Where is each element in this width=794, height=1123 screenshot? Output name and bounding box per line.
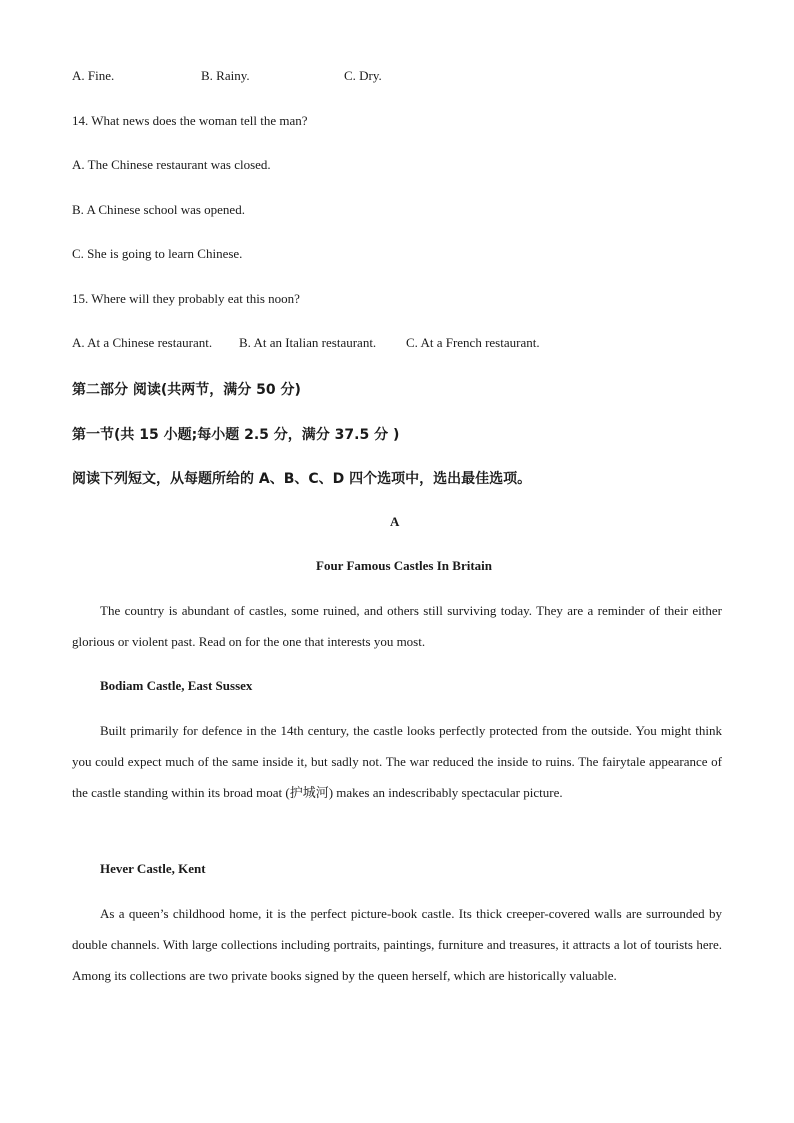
q13-option-a: A. Fine. (72, 68, 115, 83)
castle-text-hever: As a queen’s childhood home, it is the perfect picture-book castle. Its thick creeper-covered walls are surrounded by double channels. With large collections including portraits, paintings, furniture and treasures, it attracts a lot of tourists here. Among its collections are two private books signed by the queen herself, which are historically valuable. (72, 906, 722, 983)
castle-heading-hever: Hever Castle, Kent (100, 861, 206, 876)
q14-option-c: C. She is going to learn Chinese. (72, 246, 243, 261)
section-subtitle: 第一节(共 15 小题;每小题 2.5 分，满分 37.5 分 ) (72, 427, 400, 443)
q14-option-a: A. The Chinese restaurant was closed. (72, 157, 271, 172)
q13-option-c: C. Dry. (344, 68, 382, 83)
q14-question: 14. What news does the woman tell the man? (72, 113, 308, 128)
passage-intro: The country is abundant of castles, some ruined, and others still surviving today. They are a reminder of their either glorious or violent past. Read on for the one that interests you most. (72, 603, 722, 649)
castle-heading-bodiam: Bodiam Castle, East Sussex (100, 678, 253, 693)
passage-title: Four Famous Castles In Britain (316, 558, 492, 573)
q14-option-b: B. A Chinese school was opened. (72, 202, 245, 217)
castle-text-bodiam: Built primarily for defence in the 14th century, the castle looks perfectly protected from the outside. You might think you could expect much of the same inside it, but sadly not. The war reduced the inside to ruins. The fairytale appearance of the castle standing within its broad moat (护城河) makes an indescribably spectacular picture. (72, 723, 722, 800)
passage-letter: A (390, 514, 400, 529)
q15-option-c: C. At a French restaurant. (406, 335, 540, 350)
q15-question: 15. Where will they probably eat this noon? (72, 291, 300, 306)
q15-option-b: B. At an Italian restaurant. (239, 335, 377, 350)
section-title: 第二部分 阅读(共两节，满分 50 分) (72, 382, 301, 398)
q15-option-a: A. At a Chinese restaurant. (72, 335, 213, 350)
section-instruction: 阅读下列短文，从每题所给的 A、B、C、D 四个选项中，选出最佳选项。 (72, 471, 532, 487)
q13-option-b: B. Rainy. (201, 68, 250, 83)
